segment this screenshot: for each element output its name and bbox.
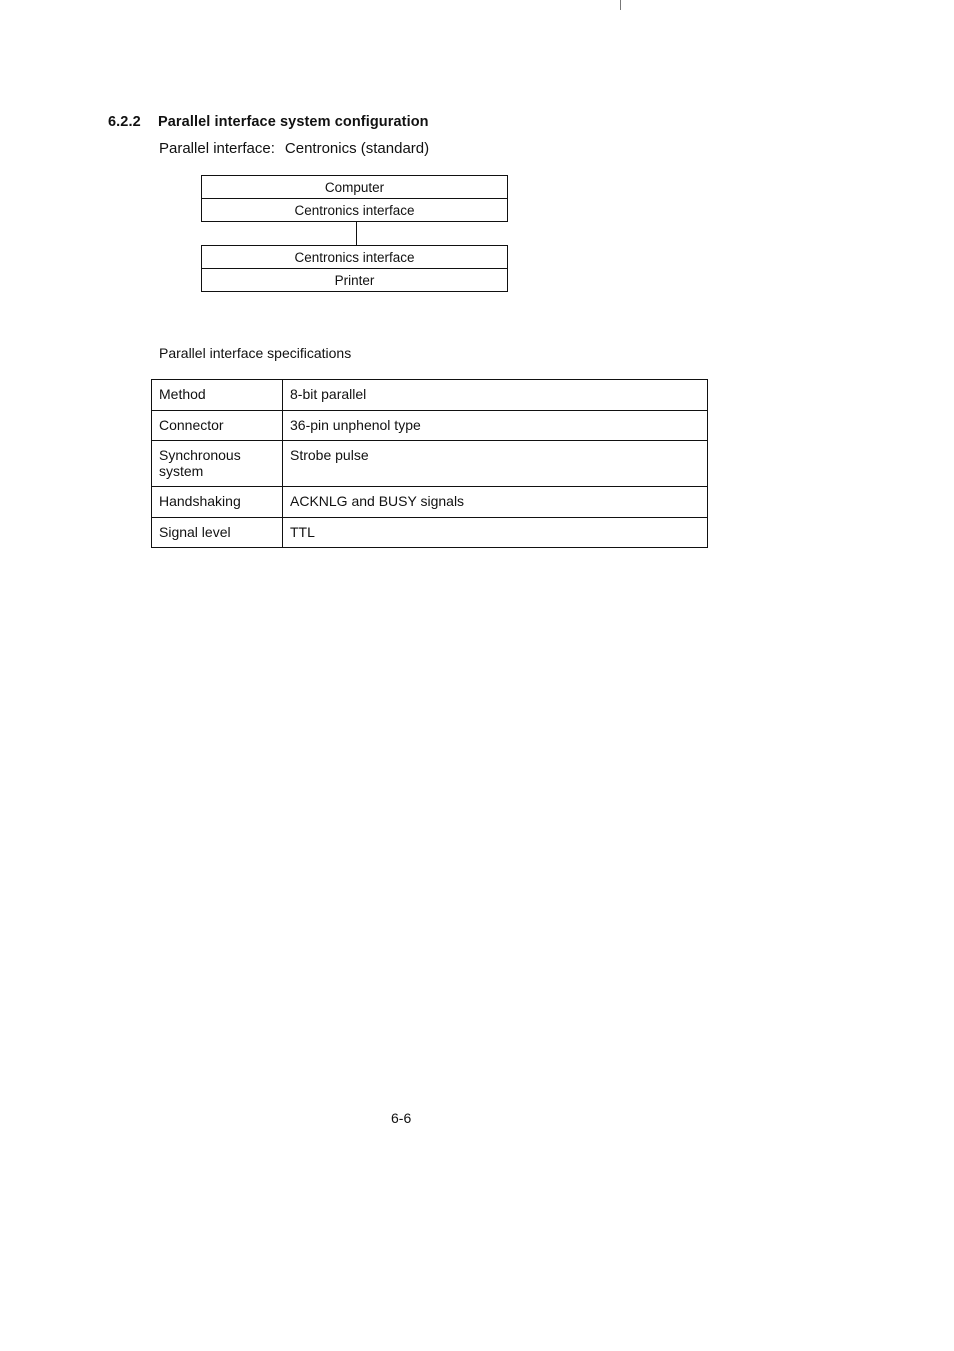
spec-key: Connector [152, 411, 283, 441]
table-row [152, 441, 708, 487]
spec-value: ACKNLG and BUSY signals [283, 487, 708, 518]
interface-subtitle [159, 140, 429, 157]
computer-box [201, 175, 508, 222]
spec-key: Method [152, 380, 283, 411]
printer-box [201, 245, 508, 292]
computer-label: Computer [324, 180, 385, 195]
table-row [152, 518, 708, 548]
section-heading [108, 114, 429, 130]
table-row [152, 487, 708, 518]
table-row [152, 411, 708, 441]
printer-interface-label: Centronics interface [294, 250, 415, 265]
spec-key: Handshaking [152, 487, 283, 518]
spec-key: Synchronous system [152, 441, 283, 487]
spec-table [151, 379, 708, 548]
section-number: 6.2.2 [108, 114, 141, 130]
table-row [152, 380, 708, 411]
spec-value: 8-bit parallel [283, 380, 708, 411]
page-number: 6-6 [391, 1110, 412, 1126]
spec-value: 36-pin unphenol type [283, 411, 708, 441]
spec-value: Strobe pulse [283, 441, 708, 487]
interface-connection-line [356, 222, 357, 245]
printer-label: Printer [202, 268, 507, 291]
computer-interface-label: Centronics interface [202, 198, 507, 221]
scan-mark [620, 0, 621, 10]
spec-key: Signal level [152, 518, 283, 548]
section-title: Parallel interface system configuration [158, 114, 429, 130]
subtitle-value: Centronics (standard) [284, 140, 430, 157]
spec-value: TTL [283, 518, 708, 548]
spec-table-title: Parallel interface specifications [159, 345, 352, 361]
subtitle-label: Parallel interface: [159, 140, 275, 157]
